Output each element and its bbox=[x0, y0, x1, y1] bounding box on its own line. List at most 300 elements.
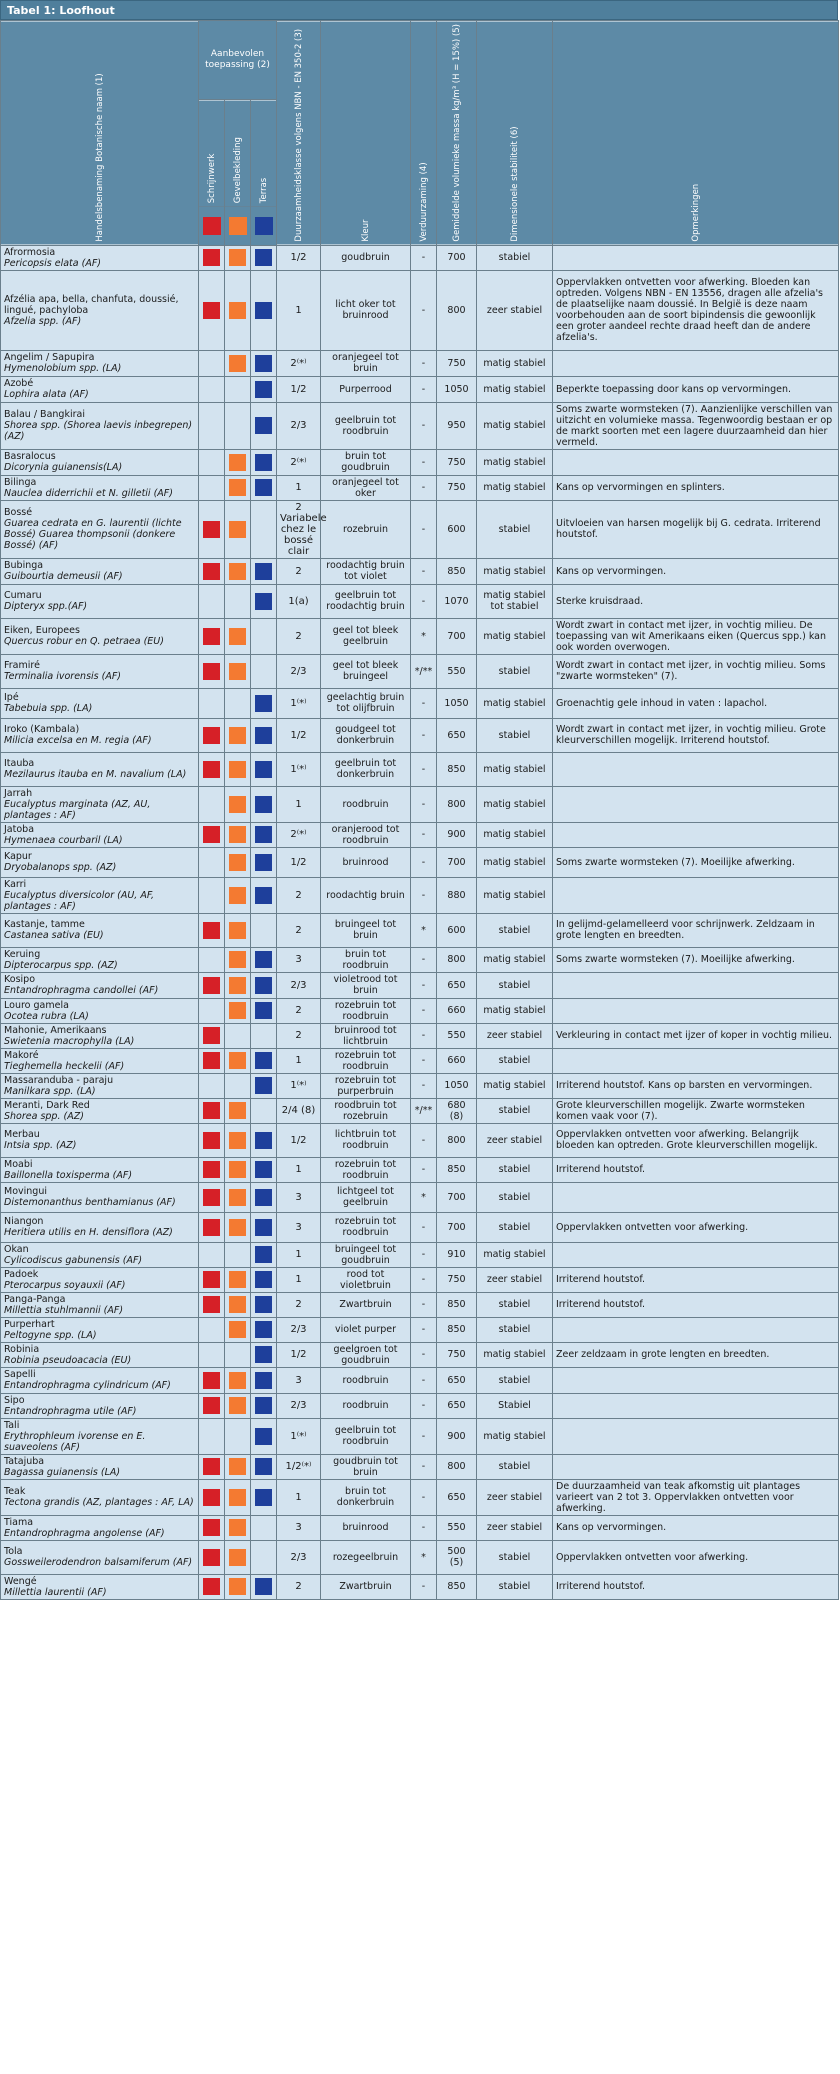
orange-square-icon bbox=[229, 302, 246, 319]
density-cell: 750 bbox=[437, 1267, 477, 1292]
trade-name: Basralocus bbox=[4, 451, 56, 463]
botanical-name: Tectona grandis (AZ, plantages : AF, LA) bbox=[4, 1497, 194, 1509]
gevelbekleding-cell bbox=[225, 270, 251, 350]
botanical-name: Dipterocarpus spp. (AZ) bbox=[4, 959, 118, 971]
gevelbekleding-cell bbox=[225, 245, 251, 270]
stability-cell: stabiel bbox=[477, 1292, 553, 1317]
table-row bbox=[1, 1242, 839, 1267]
schrijnwerk-cell bbox=[199, 350, 225, 376]
terras-cell bbox=[251, 245, 277, 270]
table-row bbox=[1, 475, 839, 500]
schrijnwerk-cell bbox=[199, 270, 225, 350]
gevelbekleding-cell bbox=[225, 718, 251, 752]
orange-square-icon bbox=[229, 563, 246, 580]
trade-name: Padoek bbox=[4, 1268, 39, 1280]
terras-cell bbox=[251, 1157, 277, 1182]
orange-square-icon bbox=[229, 249, 246, 266]
blue-square-icon bbox=[255, 695, 272, 712]
durability-cell: 1/2 bbox=[277, 1342, 321, 1367]
verduurzaming-cell: - bbox=[411, 1574, 437, 1599]
header-color: Kleur bbox=[321, 21, 411, 246]
remarks-cell bbox=[553, 1048, 839, 1073]
color-cell: roodachtig bruin tot violet bbox=[321, 558, 411, 584]
table-body bbox=[1, 245, 839, 1599]
gevelbekleding-cell bbox=[225, 1212, 251, 1242]
botanical-name: Entandrophragma cylindricum (AF) bbox=[4, 1380, 171, 1392]
density-cell: 850 bbox=[437, 1574, 477, 1599]
legend-blue-square bbox=[255, 217, 273, 235]
gevelbekleding-cell bbox=[225, 1418, 251, 1454]
botanical-name: Peltogyne spp. (LA) bbox=[4, 1329, 97, 1341]
schrijnwerk-cell bbox=[199, 1418, 225, 1454]
red-square-icon bbox=[203, 1397, 220, 1414]
schrijnwerk-cell bbox=[199, 1292, 225, 1317]
schrijnwerk-cell bbox=[199, 972, 225, 998]
terras-cell bbox=[251, 584, 277, 618]
remarks-cell: Wordt zwart in contact met ijzer, in vochtig milieu. Grote kleurverschillen mogelijk. Irriterend houtstof. bbox=[553, 718, 839, 752]
botanical-name: Gossweilerodendron balsamiferum (AF) bbox=[4, 1557, 193, 1569]
verduurzaming-cell: - bbox=[411, 947, 437, 972]
red-square-icon bbox=[203, 1027, 220, 1044]
wood-name-cell bbox=[1, 1418, 199, 1454]
color-cell: rozebruin tot roodbruin bbox=[321, 1212, 411, 1242]
terras-cell bbox=[251, 654, 277, 688]
table-row bbox=[1, 688, 839, 718]
blue-square-icon bbox=[255, 1246, 272, 1263]
stability-cell: stabiel bbox=[477, 654, 553, 688]
botanical-name: Intsia spp. (AZ) bbox=[4, 1140, 77, 1152]
density-cell: 750 bbox=[437, 475, 477, 500]
schrijnwerk-cell bbox=[199, 1317, 225, 1342]
remarks-cell: Irriterend houtstof. bbox=[553, 1574, 839, 1599]
verduurzaming-cell: - bbox=[411, 270, 437, 350]
red-square-icon bbox=[203, 628, 220, 645]
wood-name-cell bbox=[1, 584, 199, 618]
table-row bbox=[1, 270, 839, 350]
trade-name: Afzélia apa, bella, chanfuta, doussié, lingué, pachyloba bbox=[4, 293, 179, 316]
botanical-name: Pericopsis elata (AF) bbox=[4, 257, 101, 269]
verduurzaming-cell: - bbox=[411, 1048, 437, 1073]
density-cell: 910 bbox=[437, 1242, 477, 1267]
gevelbekleding-cell bbox=[225, 558, 251, 584]
blue-square-icon bbox=[255, 1271, 272, 1288]
density-cell: 550 bbox=[437, 1515, 477, 1540]
orange-square-icon bbox=[229, 1052, 246, 1069]
durability-cell: 3 bbox=[277, 1182, 321, 1212]
trade-name: Movingui bbox=[4, 1186, 47, 1198]
density-cell: 1070 bbox=[437, 584, 477, 618]
schrijnwerk-cell bbox=[199, 1342, 225, 1367]
table-row bbox=[1, 786, 839, 822]
durability-cell: 1 bbox=[277, 786, 321, 822]
verduurzaming-cell: - bbox=[411, 1367, 437, 1393]
stability-cell: stabiel bbox=[477, 1540, 553, 1574]
terras-cell bbox=[251, 688, 277, 718]
schrijnwerk-cell bbox=[199, 558, 225, 584]
terras-cell bbox=[251, 947, 277, 972]
durability-cell: 3 bbox=[277, 947, 321, 972]
gevelbekleding-cell bbox=[225, 1073, 251, 1098]
wood-name-cell bbox=[1, 1267, 199, 1292]
trade-name: Framiré bbox=[4, 660, 40, 672]
red-square-icon bbox=[203, 1102, 220, 1119]
stability-cell: stabiel bbox=[477, 1157, 553, 1182]
schrijnwerk-cell bbox=[199, 822, 225, 847]
trade-name: Itauba bbox=[4, 758, 35, 770]
terras-cell bbox=[251, 1182, 277, 1212]
blue-square-icon bbox=[255, 1458, 272, 1475]
blue-square-icon bbox=[255, 854, 272, 871]
density-cell: 750 bbox=[437, 350, 477, 376]
terras-cell bbox=[251, 1242, 277, 1267]
blue-square-icon bbox=[255, 761, 272, 778]
table-row bbox=[1, 1342, 839, 1367]
gevelbekleding-cell bbox=[225, 786, 251, 822]
table-row bbox=[1, 402, 839, 449]
table-row bbox=[1, 1574, 839, 1599]
schrijnwerk-cell bbox=[199, 1023, 225, 1048]
schrijnwerk-cell bbox=[199, 1182, 225, 1212]
table-row bbox=[1, 972, 839, 998]
orange-square-icon bbox=[229, 1102, 246, 1119]
color-cell: geel tot bleek geelbruin bbox=[321, 618, 411, 654]
density-cell: 700 bbox=[437, 1212, 477, 1242]
red-square-icon bbox=[203, 563, 220, 580]
orange-square-icon bbox=[229, 1132, 246, 1149]
remarks-cell bbox=[553, 1454, 839, 1479]
table-row bbox=[1, 1098, 839, 1123]
trade-name: Louro gamela bbox=[4, 999, 69, 1011]
density-cell: 700 bbox=[437, 1182, 477, 1212]
remarks-cell: Oppervlakken ontvetten voor afwerking. Bloeden kan optreden. Volgens NBN - EN 13556, dragen alle afzelia's de plaatselijke naam doussié. In België is deze naam voorbehouden aan de soort bipindensis die gewoonlijk een groter aandeel rechte draad heeft dan de andere afzelia's. bbox=[553, 270, 839, 350]
schrijnwerk-cell bbox=[199, 913, 225, 947]
table-row bbox=[1, 1454, 839, 1479]
botanical-name: Swietenia macrophylla (LA) bbox=[4, 1035, 135, 1047]
trade-name: Jatoba bbox=[4, 823, 35, 835]
color-cell: roodbruin bbox=[321, 1393, 411, 1418]
trade-name: Robinia bbox=[4, 1343, 40, 1355]
trade-name: Kosipo bbox=[4, 974, 36, 986]
wood-name-cell bbox=[1, 998, 199, 1023]
blue-square-icon bbox=[255, 1346, 272, 1363]
remarks-cell: Irriterend houtstof. Kans op barsten en vervormingen. bbox=[553, 1073, 839, 1098]
botanical-name: Robinia pseudoacacia (EU) bbox=[4, 1354, 132, 1366]
verduurzaming-cell: - bbox=[411, 584, 437, 618]
trade-name: Makoré bbox=[4, 1049, 39, 1061]
wood-name-cell bbox=[1, 1393, 199, 1418]
wood-name-cell bbox=[1, 270, 199, 350]
color-cell: Zwartbruin bbox=[321, 1574, 411, 1599]
stability-cell: stabiel bbox=[477, 913, 553, 947]
table-row bbox=[1, 1023, 839, 1048]
verduurzaming-cell: - bbox=[411, 1267, 437, 1292]
terras-cell bbox=[251, 998, 277, 1023]
terras-cell bbox=[251, 376, 277, 402]
durability-cell: 2 bbox=[277, 998, 321, 1023]
color-cell: licht oker tot bruinrood bbox=[321, 270, 411, 350]
verduurzaming-cell: - bbox=[411, 786, 437, 822]
terras-cell bbox=[251, 475, 277, 500]
remarks-cell bbox=[553, 1317, 839, 1342]
wood-name-cell bbox=[1, 618, 199, 654]
table-row bbox=[1, 877, 839, 913]
gevelbekleding-cell bbox=[225, 847, 251, 877]
durability-cell: 3 bbox=[277, 1367, 321, 1393]
red-square-icon bbox=[203, 922, 220, 939]
wood-name-cell bbox=[1, 1098, 199, 1123]
red-square-icon bbox=[203, 1296, 220, 1313]
stability-cell: matig stabiel bbox=[477, 618, 553, 654]
stability-cell: stabiel bbox=[477, 718, 553, 752]
remarks-cell: Uitvloeien van harsen mogelijk bij G. cedrata. Irriterend houtstof. bbox=[553, 500, 839, 558]
gevelbekleding-cell bbox=[225, 449, 251, 475]
trade-name: Iroko (Kambala) bbox=[4, 724, 80, 736]
terras-cell bbox=[251, 1023, 277, 1048]
botanical-name: Shorea spp. (AZ) bbox=[4, 1110, 84, 1122]
terras-cell bbox=[251, 1342, 277, 1367]
botanical-name: Distemonanthus benthamianus (AF) bbox=[4, 1197, 176, 1209]
stability-cell: stabiel bbox=[477, 972, 553, 998]
stability-cell: stabiel bbox=[477, 1317, 553, 1342]
gevelbekleding-cell bbox=[225, 1242, 251, 1267]
schrijnwerk-cell bbox=[199, 402, 225, 449]
schrijnwerk-cell bbox=[199, 718, 225, 752]
schrijnwerk-cell bbox=[199, 1048, 225, 1073]
durability-cell: 1 bbox=[277, 270, 321, 350]
red-square-icon bbox=[203, 1489, 220, 1506]
stability-cell: stabiel bbox=[477, 1212, 553, 1242]
blue-square-icon bbox=[255, 1372, 272, 1389]
botanical-name: Tieghemella heckelii (AF) bbox=[4, 1060, 125, 1072]
remarks-cell: Soms zwarte wormsteken (7). Aanzienlijke verschillen van uitzicht en volumieke massa. Tegenwoordig bestaan er op de markt soorten met een lagere duurzaamheid dan hier vermeld. bbox=[553, 402, 839, 449]
terras-cell bbox=[251, 1073, 277, 1098]
orange-square-icon bbox=[229, 1161, 246, 1178]
blue-square-icon bbox=[255, 1132, 272, 1149]
orange-square-icon bbox=[229, 479, 246, 496]
color-cell: bruingeel tot bruin bbox=[321, 913, 411, 947]
stability-cell: matig stabiel bbox=[477, 998, 553, 1023]
density-cell: 1050 bbox=[437, 376, 477, 402]
verduurzaming-cell: - bbox=[411, 877, 437, 913]
red-square-icon bbox=[203, 977, 220, 994]
schrijnwerk-cell bbox=[199, 584, 225, 618]
table-row bbox=[1, 822, 839, 847]
color-cell: bruin tot roodbruin bbox=[321, 947, 411, 972]
wood-name-cell bbox=[1, 1342, 199, 1367]
verduurzaming-cell: - bbox=[411, 1479, 437, 1515]
terras-cell bbox=[251, 822, 277, 847]
remarks-cell: Kans op vervormingen. bbox=[553, 1515, 839, 1540]
gevelbekleding-cell bbox=[225, 500, 251, 558]
durability-cell: 1/2 bbox=[277, 718, 321, 752]
orange-square-icon bbox=[229, 887, 246, 904]
durability-cell: 1 bbox=[277, 1242, 321, 1267]
orange-square-icon bbox=[229, 951, 246, 968]
schrijnwerk-cell bbox=[199, 245, 225, 270]
verduurzaming-cell: - bbox=[411, 449, 437, 475]
gevelbekleding-cell bbox=[225, 618, 251, 654]
botanical-name: Baillonella toxisperma (AF) bbox=[4, 1169, 133, 1181]
table-row bbox=[1, 1540, 839, 1574]
blue-square-icon bbox=[255, 1296, 272, 1313]
orange-square-icon bbox=[229, 628, 246, 645]
durability-cell: 1⁽*⁾ bbox=[277, 1073, 321, 1098]
schrijnwerk-cell bbox=[199, 1157, 225, 1182]
blue-square-icon bbox=[255, 1489, 272, 1506]
orange-square-icon bbox=[229, 1271, 246, 1288]
verduurzaming-cell: - bbox=[411, 1393, 437, 1418]
wood-name-cell bbox=[1, 654, 199, 688]
schrijnwerk-cell bbox=[199, 376, 225, 402]
terras-cell bbox=[251, 972, 277, 998]
red-square-icon bbox=[203, 249, 220, 266]
blue-square-icon bbox=[255, 1219, 272, 1236]
remarks-cell: De duurzaamheid van teak afkomstig uit plantages varieert van 2 tot 3. Oppervlakken ontvetten voor afwerking. bbox=[553, 1479, 839, 1515]
gevelbekleding-cell bbox=[225, 350, 251, 376]
color-cell: bruinrood bbox=[321, 847, 411, 877]
red-square-icon bbox=[203, 1189, 220, 1206]
remarks-cell: Wordt zwart in contact met ijzer, in vochtig milieu. De toepassing van wit Amerikaans eiken (Quercus spp.) kan ook worden overwogen. bbox=[553, 618, 839, 654]
stability-cell: stabiel bbox=[477, 1367, 553, 1393]
orange-square-icon bbox=[229, 854, 246, 871]
table-row bbox=[1, 350, 839, 376]
schrijnwerk-cell bbox=[199, 1073, 225, 1098]
table-row bbox=[1, 1418, 839, 1454]
orange-square-icon bbox=[229, 663, 246, 680]
trade-name: Meranti, Dark Red bbox=[4, 1099, 90, 1111]
terras-cell bbox=[251, 1454, 277, 1479]
botanical-name: Castanea sativa (EU) bbox=[4, 930, 104, 942]
remarks-cell: Zeer zeldzaam in grote lengten en breedten. bbox=[553, 1342, 839, 1367]
remarks-cell bbox=[553, 245, 839, 270]
schrijnwerk-cell bbox=[199, 1540, 225, 1574]
trade-name: Panga-Panga bbox=[4, 1293, 66, 1305]
orange-square-icon bbox=[229, 1397, 246, 1414]
durability-cell: 1 bbox=[277, 475, 321, 500]
stability-cell: matig stabiel bbox=[477, 350, 553, 376]
color-cell: oranjegeel tot bruin bbox=[321, 350, 411, 376]
table-row bbox=[1, 718, 839, 752]
table-row bbox=[1, 947, 839, 972]
legend-red-square bbox=[203, 217, 221, 235]
botanical-name: Tabebuia spp. (LA) bbox=[4, 703, 93, 715]
verduurzaming-cell: - bbox=[411, 847, 437, 877]
stability-cell: stabiel bbox=[477, 1182, 553, 1212]
blue-square-icon bbox=[255, 593, 272, 610]
durability-cell: 3 bbox=[277, 1212, 321, 1242]
schrijnwerk-cell bbox=[199, 654, 225, 688]
verduurzaming-cell: - bbox=[411, 998, 437, 1023]
blue-square-icon bbox=[255, 826, 272, 843]
table-title: Tabel 1: Loofhout bbox=[0, 0, 838, 20]
trade-name: Eiken, Europees bbox=[4, 625, 80, 637]
blue-square-icon bbox=[255, 1321, 272, 1338]
stability-cell: Stabiel bbox=[477, 1393, 553, 1418]
stability-cell: zeer stabiel bbox=[477, 1267, 553, 1292]
remarks-cell: Kans op vervormingen en splinters. bbox=[553, 475, 839, 500]
blue-square-icon bbox=[255, 796, 272, 813]
remarks-cell: Irriterend houtstof. bbox=[553, 1292, 839, 1317]
density-cell: 850 bbox=[437, 1317, 477, 1342]
gevelbekleding-cell bbox=[225, 654, 251, 688]
durability-cell: 2⁽*⁾ bbox=[277, 449, 321, 475]
gevelbekleding-cell bbox=[225, 1123, 251, 1157]
density-cell: 800 bbox=[437, 947, 477, 972]
schrijnwerk-cell bbox=[199, 1212, 225, 1242]
remarks-cell bbox=[553, 1182, 839, 1212]
durability-cell: 2/3 bbox=[277, 402, 321, 449]
botanical-name: Terminalia ivorensis (AF) bbox=[4, 671, 122, 683]
verduurzaming-cell: - bbox=[411, 402, 437, 449]
density-cell: 750 bbox=[437, 1342, 477, 1367]
remarks-cell bbox=[553, 972, 839, 998]
orange-square-icon bbox=[229, 355, 246, 372]
legend-orange-square bbox=[229, 217, 247, 235]
table-row bbox=[1, 1073, 839, 1098]
orange-square-icon bbox=[229, 761, 246, 778]
density-cell: 1050 bbox=[437, 688, 477, 718]
density-cell: 900 bbox=[437, 1418, 477, 1454]
gevelbekleding-cell bbox=[225, 475, 251, 500]
wood-name-cell bbox=[1, 1073, 199, 1098]
trade-name: Afrormosia bbox=[4, 246, 56, 258]
color-cell: geelbruin tot donkerbruin bbox=[321, 752, 411, 786]
wood-name-cell bbox=[1, 500, 199, 558]
remarks-cell: Kans op vervormingen. bbox=[553, 558, 839, 584]
density-cell: 700 bbox=[437, 847, 477, 877]
table-row bbox=[1, 500, 839, 558]
durability-cell: 2/3 bbox=[277, 1540, 321, 1574]
orange-square-icon bbox=[229, 826, 246, 843]
terras-cell bbox=[251, 847, 277, 877]
gevelbekleding-cell bbox=[225, 1479, 251, 1515]
terras-cell bbox=[251, 270, 277, 350]
color-cell: Purperrood bbox=[321, 376, 411, 402]
density-cell: 500 (5) bbox=[437, 1540, 477, 1574]
botanical-name: Eucalyptus marginata (AZ, AU, plantages : AF) bbox=[4, 798, 151, 821]
terras-cell bbox=[251, 1292, 277, 1317]
header-terras-swatch bbox=[251, 207, 277, 245]
color-cell: lichtbruin tot roodbruin bbox=[321, 1123, 411, 1157]
botanical-name: Entandrophragma candollei (AF) bbox=[4, 985, 159, 997]
color-cell: rozebruin tot roodbruin bbox=[321, 1048, 411, 1073]
terras-cell bbox=[251, 1515, 277, 1540]
schrijnwerk-cell bbox=[199, 752, 225, 786]
blue-square-icon bbox=[255, 454, 272, 471]
color-cell: oranjerood tot roodbruin bbox=[321, 822, 411, 847]
remarks-cell: Oppervlakken ontvetten voor afwerking. bbox=[553, 1540, 839, 1574]
remarks-cell bbox=[553, 449, 839, 475]
table-row bbox=[1, 1367, 839, 1393]
header-application: Aanbevolen toepassing (2) bbox=[199, 21, 277, 100]
color-cell: oranjegeel tot oker bbox=[321, 475, 411, 500]
botanical-name: Entandrophragma angolense (AF) bbox=[4, 1527, 165, 1539]
table-row bbox=[1, 1479, 839, 1515]
botanical-name: Shorea spp. (Shorea laevis inbegrepen) (AZ) bbox=[4, 420, 193, 443]
schrijnwerk-cell bbox=[199, 1242, 225, 1267]
botanical-name: Dipteryx spp.(AF) bbox=[4, 601, 88, 613]
table-row bbox=[1, 1393, 839, 1418]
density-cell: 950 bbox=[437, 402, 477, 449]
remarks-cell bbox=[553, 786, 839, 822]
verduurzaming-cell: - bbox=[411, 718, 437, 752]
blue-square-icon bbox=[255, 479, 272, 496]
red-square-icon bbox=[203, 1578, 220, 1595]
wood-name-cell bbox=[1, 1048, 199, 1073]
table-row bbox=[1, 245, 839, 270]
wood-name-cell bbox=[1, 1367, 199, 1393]
red-square-icon bbox=[203, 1519, 220, 1536]
